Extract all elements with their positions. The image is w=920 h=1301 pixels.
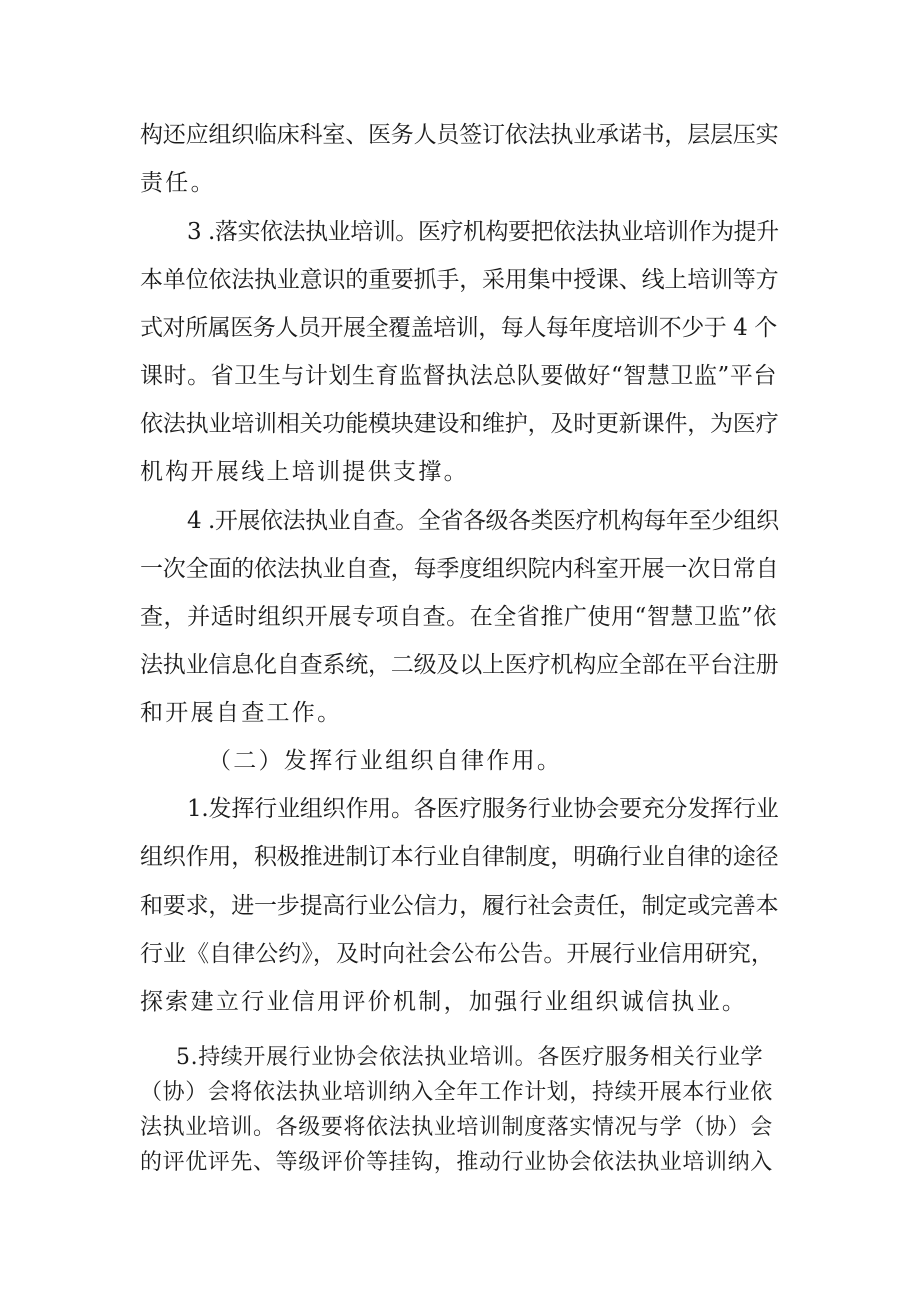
paragraph-1-heading-line: 1.发挥行业组织作用。各医疗服务行业协会要充分发挥行业 [187, 796, 779, 822]
body-text-line: 探索建立行业信用评价机制，加强行业组织诚信执业。 [140, 989, 748, 1015]
body-text-line: 组织作用，积极推进制订本行业自律制度，明确行业自律的途径 [140, 844, 779, 870]
body-text-line: 的评优评先、等级评价等挂钩，推动行业协会依法执业培训纳入 [140, 1150, 773, 1175]
body-text-line: 机构开展线上培训提供支撑。 [140, 459, 469, 485]
paragraph-5-heading-line: 5.持续开展行业协会依法执业培训。各医疗服务相关行业学 [176, 1045, 764, 1070]
body-text-line: 法执业信息化自查系统，二级及以上医疗机构应全部在平台注册 [140, 652, 779, 678]
body-text-line: 式对所属医务人员开展全覆盖培训，每人每年度培训不少于 4 个 [140, 315, 777, 341]
body-text-line: 一次全面的依法执业自查，每季度组织院内科室开展一次日常自 [140, 556, 779, 582]
paragraph-3-heading-line: 3 .落实依法执业培训。医疗机构要把依法执业培训作为提升 [187, 219, 779, 245]
body-text-line: 查，并适时组织开展专项自查。在全省推广使用“智慧卫监”依 [140, 604, 777, 630]
body-text-line: 法执业培训。各级要将依法执业培训制度落实情况与学（协）会 [140, 1115, 773, 1140]
body-text-line: 依法执业培训相关功能模块建设和维护，及时更新课件，为医疗 [140, 411, 779, 437]
body-text-line: 和开展自查工作。 [140, 700, 343, 726]
body-text-line: 行业《自律公约》，及时向社会公布公告。开展行业信用研究， [140, 941, 774, 967]
section-heading: （二）发挥行业组织自律作用。 [208, 748, 563, 774]
body-text-line: 责任。 [140, 170, 216, 196]
body-text-line: 和要求，进一步提高行业公信力，履行社会责任，制定或完善本 [140, 893, 779, 919]
body-text-line: （协）会将依法执业培训纳入全年工作计划，持续开展本行业依 [140, 1080, 773, 1105]
body-text-line: 本单位依法执业意识的重要抓手，采用集中授课、线上培训等方 [140, 267, 779, 293]
paragraph-4-heading-line: 4 .开展依法执业自查。全省各级各类医疗机构每年至少组织 [187, 508, 779, 534]
body-text-line: 构还应组织临床科室、医务人员签订依法执业承诺书，层层压实 [140, 122, 779, 148]
body-text-line: 课时。省卫生与计划生育监督执法总队要做好“智慧卫监”平台 [140, 363, 777, 389]
